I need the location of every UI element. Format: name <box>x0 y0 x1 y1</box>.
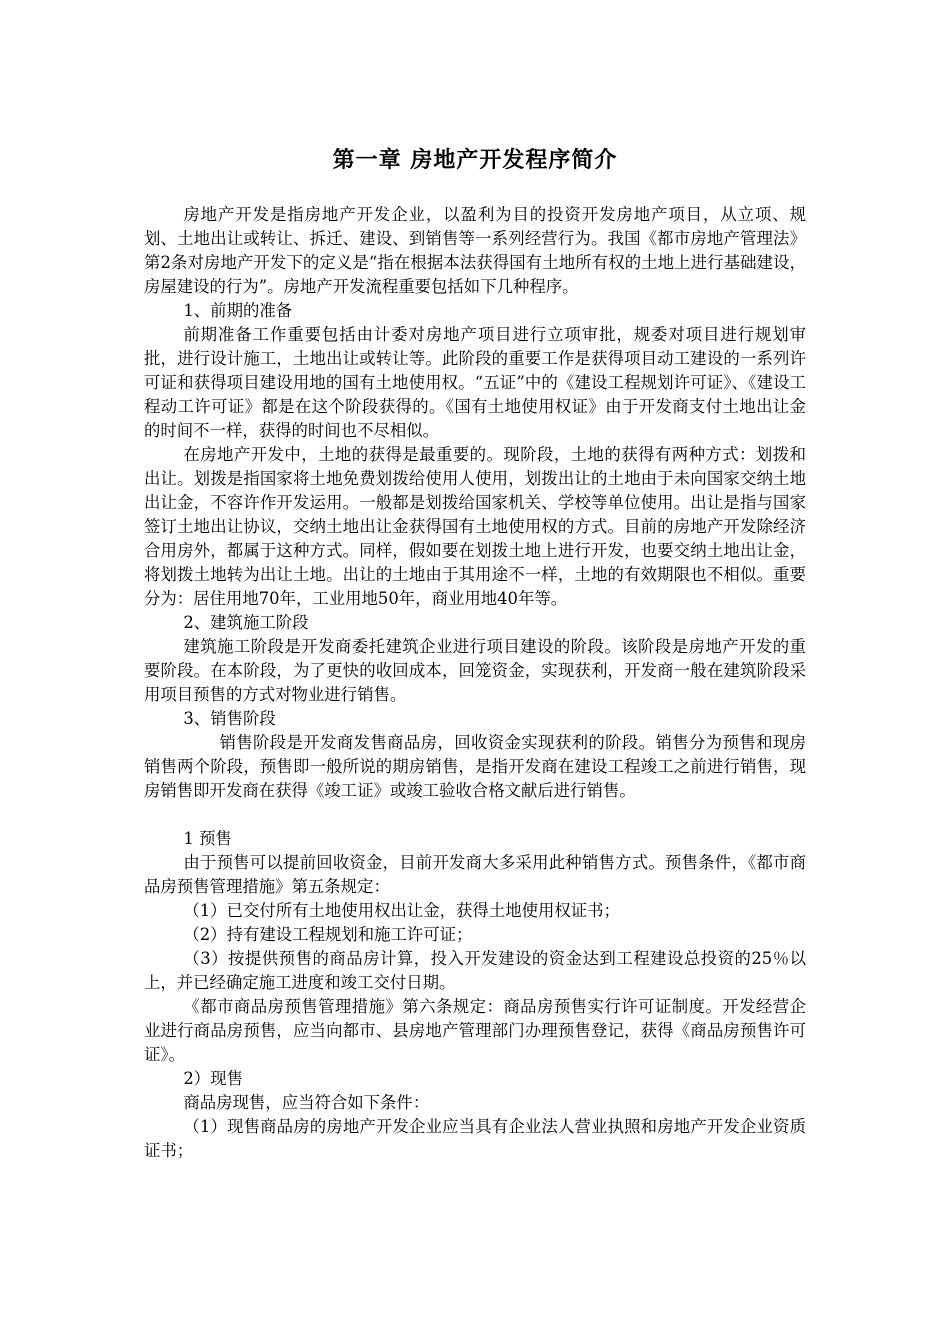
document-body <box>144 203 806 1163</box>
chapter-title: 第一章 房地产开发程序简介 <box>332 148 618 173</box>
section-heading-sales: 3、销售阶段 <box>183 709 276 728</box>
paragraph-presale-license: 《都市商品房预售管理措施》第六条规定：商品房预售实行许可证制度。开发经营企业进行商品房预售，应当向都市、县房地产管理部门办理预售登记，获得《商品房预售许可证》。 <box>144 997 806 1064</box>
blank-line <box>144 803 806 827</box>
paragraph-construction: 建筑施工阶段是开发商委托建筑企业进行项目建设的阶段。该阶段是房地产开发的重要阶段。在本阶段，为了更快的收回成本，回笼资金，实现获利，开发商一般在建筑阶段采用项目预售的方式对物业进行销售。 <box>144 637 806 704</box>
section-heading-preparation: 1、前期的准备 <box>183 301 293 320</box>
list-item-spot-sale-1: （1）现售商品房的房地产开发企业应当具有企业法人营业执照和房地产开发企业资质证书； <box>144 1117 806 1160</box>
list-item-presale-2: （2）持有建设工程规划和施工许可证； <box>183 925 473 944</box>
section-heading-construction: 2、建筑施工阶段 <box>183 613 309 632</box>
subsection-heading-presale: 1 预售 <box>183 829 232 848</box>
paragraph-land-acquisition: 在房地产开发中，土地的获得是最重要的。现阶段，土地的获得有两种方式：划拨和出让。划拨是指国家将土地免费划拨给使用人使用，划拨出让的土地由于未向国家交纳土地出让金，不容许作开发运用。一般都是划拨给国家机关、学校等单位使用。出让是指与国家签订土地出让协议，交纳土地出让金获得国有土地使用权的方式。目前的房地产开发除经济合用房外，都属于这种方式。同样，假如要在划拨土地上进行开发，也要交纳土地出让金，将划拨土地转为出让土地。出让的土地由于其用途不一样，土地的有效期限也不相似。重要分为：居住用地70年，工业用地50年，商业用地40年等。 <box>144 445 806 608</box>
paragraph-sales: 销售阶段是开发商发售商品房，回收资金实现获利的阶段。销售分为预售和现房销售两个阶段，预售即一般所说的期房销售，是指开发商在建设工程竣工之前进行销售，现房销售即开发商在获得《竣工证》或竣工验收合格文献后进行销售。 <box>144 733 806 800</box>
paragraph-intro: 房地产开发是指房地产开发企业，以盈利为目的投资开发房地产项目，从立项、规划、土地出让或转让、拆迁、建设、到销售等一系列经营行为。我国《都市房地产管理法》第2条对房地产开发下的定义是“指在根据本法获得国有土地所有权的土地上进行基础建设，房屋建设的行为”。房地产开发流程重要包括如下几种程序。 <box>144 205 806 296</box>
list-item-presale-3: （3）按提供预售的商品房计算，投入开发建设的资金达到工程建设总投资的25％以上，并已经确定施工进度和竣工交付日期。 <box>144 949 806 992</box>
paragraph-presale-conditions: 由于预售可以提前回收资金，目前开发商大多采用此种销售方式。预售条件，《都市商品房预售管理措施》第五条规定： <box>144 853 806 896</box>
list-item-presale-1: （1）已交付所有土地使用权出让金，获得土地使用权证书； <box>183 901 620 920</box>
subsection-heading-spot-sale: 2）现售 <box>183 1069 243 1088</box>
paragraph-preparation: 前期准备工作重要包括由计委对房地产项目进行立项审批，规委对项目进行规划审批，进行设计施工，土地出让或转让等。此阶段的重要工作是获得项目动工建设的一系列许可证和获得项目建设用地的国有土地使用权。“五证”中的《建设工程规划许可证》、《建设工程动工许可证》都是在这个阶段获得的。《国有土地使用权证》由于开发商支付土地出让金的时间不一样，获得的时间也不尽相似。 <box>144 325 806 440</box>
paragraph-spot-sale-conditions: 商品房现售，应当符合如下条件： <box>183 1093 430 1112</box>
